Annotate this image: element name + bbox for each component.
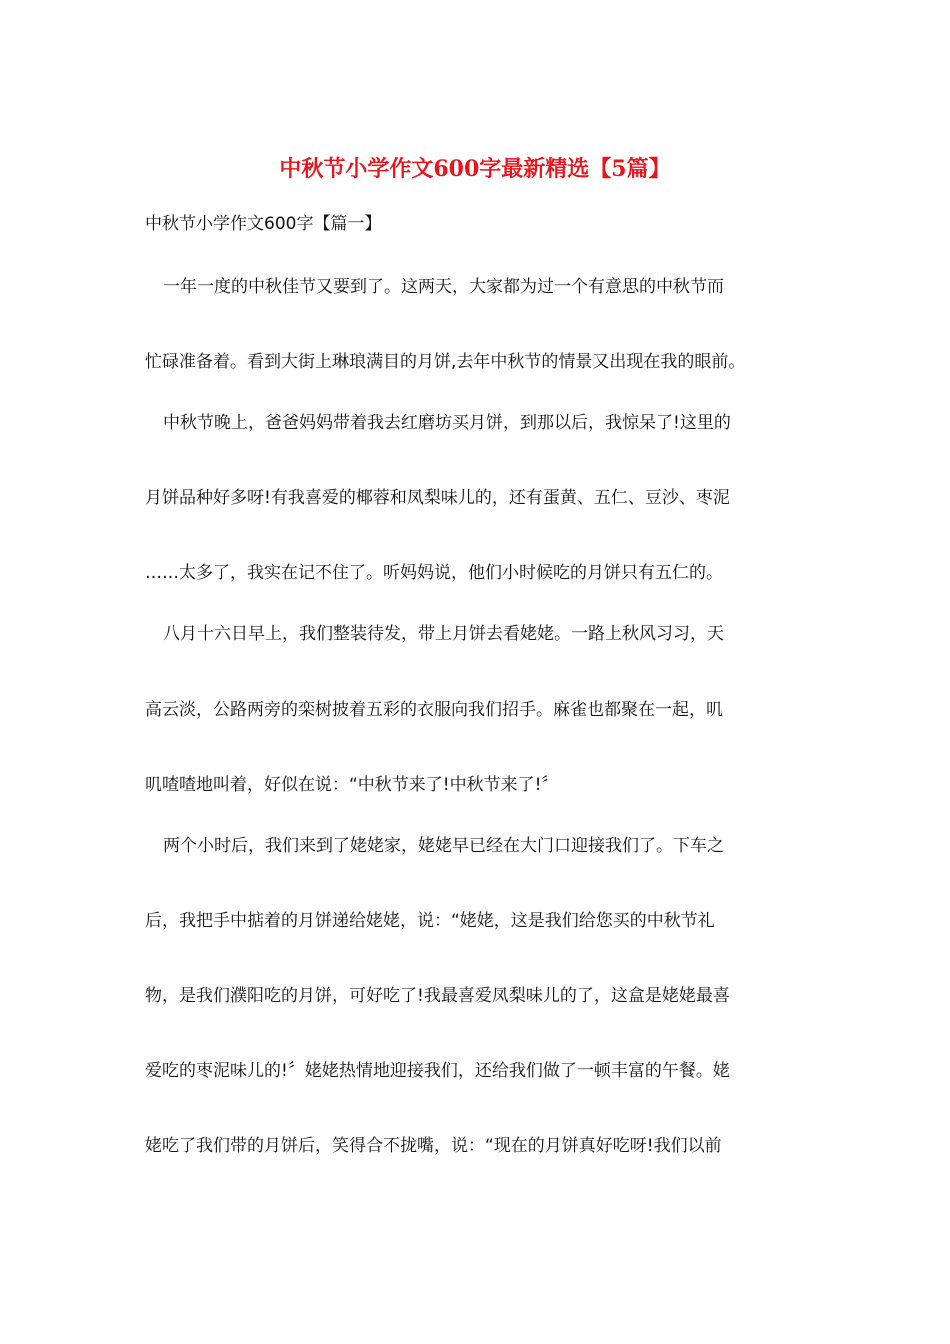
- paragraph-line: 姥吃了我们带的月饼后，笑得合不拢嘴，说：“现在的月饼真好吃呀!我们以前: [145, 1136, 722, 1156]
- paragraph-line: 忙碌准备着。看到大街上琳琅满目的月饼,去年中秋节的情景又出现在我的眼前。: [145, 352, 746, 372]
- paragraph-line: 叽喳喳地叫着，好似在说：“中秋节来了!中秋节来了!〞: [145, 775, 559, 795]
- section-heading: 中秋节小学作文600字【篇一】: [145, 214, 382, 234]
- paragraph-line: 爱吃的枣泥味儿的!〞姥姥热情地迎接我们，还给我们做了一顿丰富的午餐。姥: [145, 1061, 730, 1081]
- paragraph-line: 一年一度的中秋佳节又要到了。这两天，大家都为过一个有意思的中秋节而: [163, 277, 724, 297]
- paragraph-line: 中秋节晚上，爸爸妈妈带着我去红磨坊买月饼，到那以后，我惊呆了!这里的: [163, 413, 731, 433]
- paragraph-line: 后，我把手中掂着的月饼递给姥姥，说：“姥姥，这是我们给您买的中秋节礼: [145, 911, 715, 931]
- paragraph-line: 八月十六日早上，我们整装待发，带上月饼去看姥姥。一路上秋风习习，天: [163, 624, 724, 644]
- paragraph-line: ……太多了，我实在记不住了。听妈妈说，他们小时候吃的月饼只有五仁的。: [145, 563, 723, 583]
- paragraph-line: 物，是我们濮阳吃的月饼，可好吃了!我最喜爱凤梨味儿的了，这盒是姥姥最喜: [145, 986, 730, 1006]
- paragraph-line: 两个小时后，我们来到了姥姥家，姥姥早已经在大门口迎接我们了。下车之: [163, 836, 724, 856]
- paragraph-line: 月饼品种好多呀!有我喜爱的椰蓉和凤梨味儿的，还有蛋黄、五仁、豆沙、枣泥: [145, 488, 730, 508]
- paragraph-line: 高云淡，公路两旁的栾树披着五彩的衣服向我们招手。麻雀也都聚在一起，叽: [145, 700, 723, 720]
- document-title: 中秋节小学作文600字最新精选【5篇】: [279, 156, 671, 182]
